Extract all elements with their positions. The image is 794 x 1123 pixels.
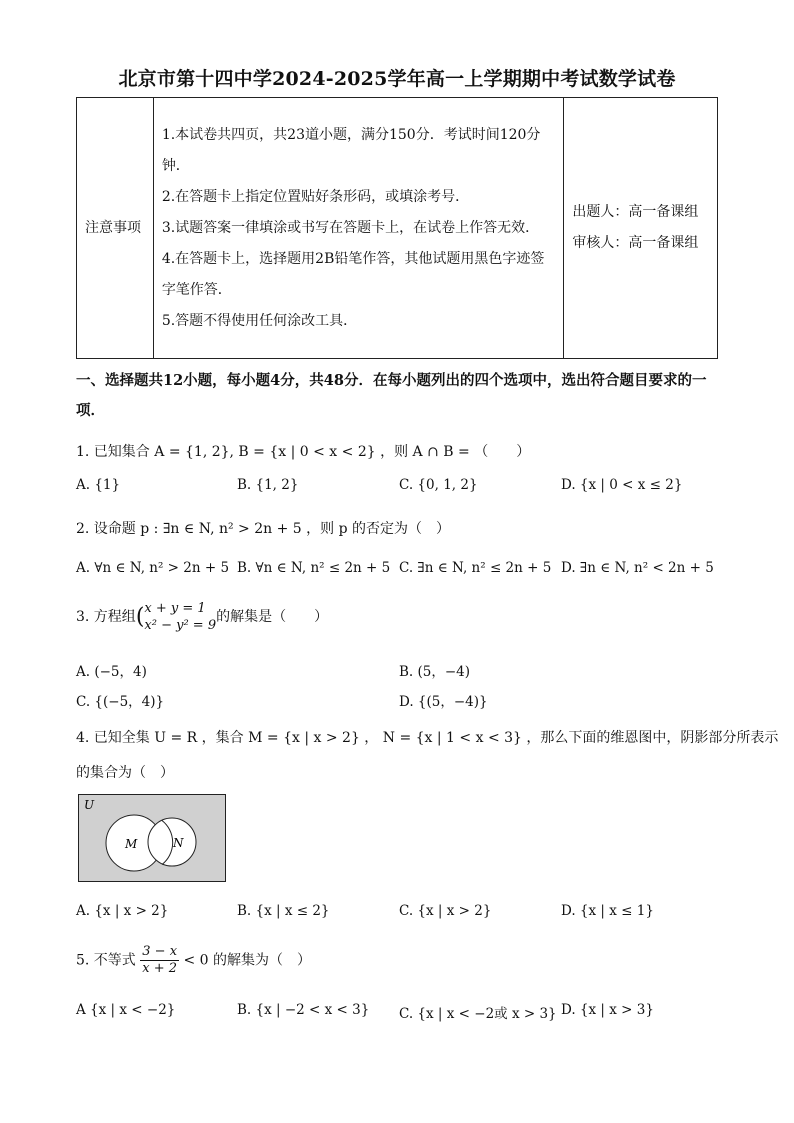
q1-option-d: D. {x | 0 < x ≤ 2} bbox=[561, 477, 683, 493]
setter-text: 出题人：高一备课组 bbox=[572, 204, 699, 220]
q2-option-b: B. ∀n ∈ N, n² ≤ 2n + 5 bbox=[237, 560, 391, 576]
q5-option-c: C. {x | x < −2或 x > 3} bbox=[399, 1006, 557, 1022]
q5-option-a: A {x | x < −2} bbox=[76, 1002, 176, 1018]
q4-option-b: B. {x | x ≤ 2} bbox=[237, 903, 330, 919]
q5-fraction bbox=[140, 944, 179, 977]
q5-numerator: 3 − x bbox=[142, 944, 178, 959]
q5-option-d: D. {x | x > 3} bbox=[561, 1002, 654, 1018]
q3-option-c: C. {(−5，4)} bbox=[76, 694, 165, 710]
q2-stem: 2. 设命题 p : ∃n ∈ N, n² > 2n + 5 ，则 p 的否定为（ ） bbox=[76, 521, 451, 537]
venn-label-n: N bbox=[173, 836, 184, 850]
exam-title: 北京市第十四中学2024-2025学年高一上学期期中考试数学试卷 bbox=[118, 68, 676, 90]
notice-item: 2.在答题卡上指定位置贴好条形码，或填涂考号． bbox=[161, 188, 470, 205]
notice-item: 1.本试卷共四页，共23道小题，满分150分．考试时间120分钟． bbox=[161, 126, 541, 174]
q4-stem-line2: 的集合为（ ） bbox=[76, 765, 174, 781]
venn-label-m: M bbox=[125, 837, 138, 851]
q2-option-a: A. ∀n ∈ N, n² > 2n + 5 bbox=[76, 560, 230, 576]
q3-stem: 3. 方程组( x + y = 1 x² − y² = 9 的解集是（ ） bbox=[76, 601, 329, 633]
q1-option-a: A. {1} bbox=[76, 477, 121, 493]
q1-option-c: C. {0, 1, 2} bbox=[399, 477, 478, 493]
q1-stem: 1. 已知集合 A = {1, 2}, B = {x | 0 < x < 2} ，则 A ∩ B = （ ） bbox=[76, 444, 531, 460]
venn-circle-n bbox=[148, 818, 196, 866]
notice-item: 4.在答题卡上，选择题用2B铅笔作答，其他试题用黑色字迹签字笔作答． bbox=[161, 250, 545, 298]
q4-option-a: A. {x | x > 2} bbox=[76, 903, 169, 919]
notice-item: 5.答题不得使用任何涂改工具． bbox=[161, 312, 358, 329]
notice-items bbox=[153, 98, 564, 359]
q3-suffix: 的解集是（ ） bbox=[216, 609, 329, 625]
q3-prefix: 3. 方程组 bbox=[76, 609, 136, 625]
q5-suffix: < 0 的解集为（ ） bbox=[183, 952, 312, 969]
section-heading: 一、选择题共12小题，每小题4分，共48分．在每小题列出的四个选项中，选出符合题目要求的一项． bbox=[76, 372, 707, 419]
q3-eq2: x² − y² = 9 bbox=[144, 618, 217, 633]
q4-stem-line1: 4. 已知全集 U = R ，集合 M = {x | x > 2} ， N = {x | 1 < x < 3} ，那么下面的维恩图中，阴影部分所表示 bbox=[76, 730, 779, 746]
q5-option-b: B. {x | −2 < x < 3} bbox=[237, 1002, 370, 1018]
notice-item: 3.试题答案一律填涂或书写在答题卡上，在试卷上作答无效． bbox=[161, 219, 540, 236]
q3-eq1: x + y = 1 bbox=[144, 601, 206, 616]
q2-option-c: C. ∃n ∈ N, n² ≤ 2n + 5 bbox=[399, 560, 552, 576]
q1-option-b: B. {1, 2} bbox=[237, 477, 299, 493]
reviewer-text: 审核人：高一备课组 bbox=[572, 235, 699, 251]
venn-diagram bbox=[78, 794, 226, 882]
q3-option-d: D. {(5，−4)} bbox=[399, 694, 488, 710]
q3-system bbox=[144, 600, 216, 634]
q4-option-c: C. {x | x > 2} bbox=[399, 903, 492, 919]
notice-table bbox=[76, 97, 718, 359]
notice-authors bbox=[564, 98, 718, 359]
q3-option-b: B. (5，−4) bbox=[399, 664, 471, 680]
q3-option-a: A. (−5，4) bbox=[76, 664, 147, 680]
notice-label: 注意事项 bbox=[77, 98, 154, 359]
q5-stem bbox=[76, 944, 311, 977]
q4-option-d: D. {x | x ≤ 1} bbox=[561, 903, 654, 919]
q5-prefix: 5. 不等式 bbox=[76, 952, 136, 969]
venn-label-u: U bbox=[84, 798, 95, 812]
q2-option-d: D. ∃n ∈ N, n² < 2n + 5 bbox=[561, 560, 714, 576]
q5-denominator: x + 2 bbox=[142, 961, 178, 976]
